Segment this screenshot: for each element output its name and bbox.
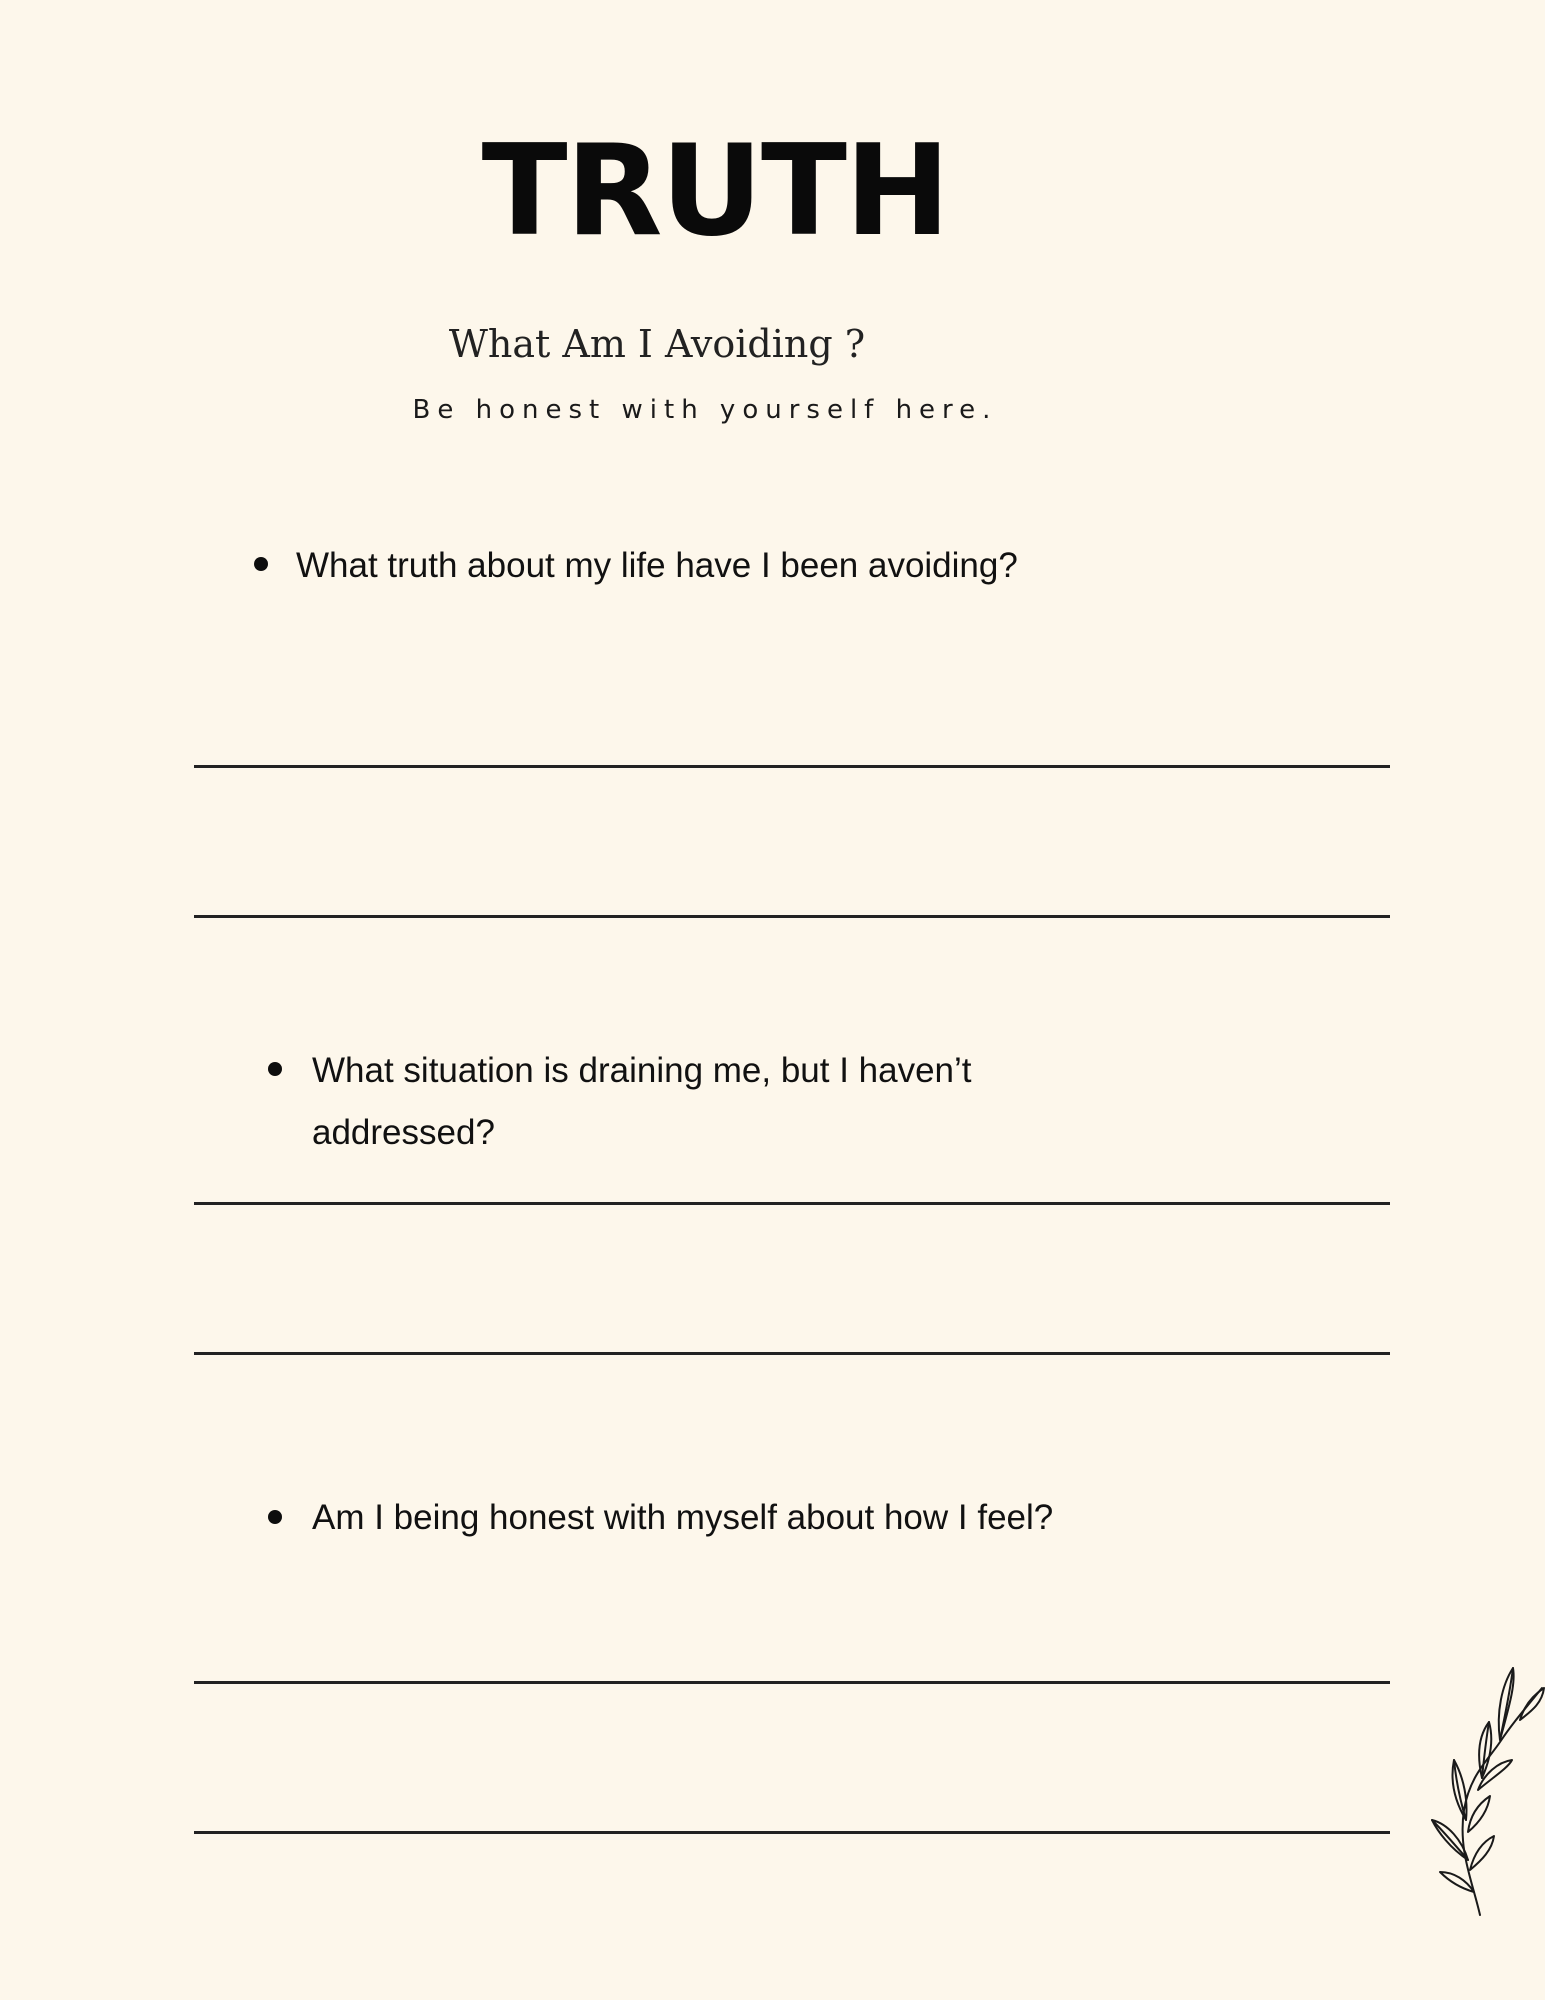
bullet-icon (268, 1062, 282, 1076)
leaf-sprig-icon (1420, 1660, 1545, 1920)
page-tagline: Be honest with yourself here. (412, 395, 998, 425)
answer-line[interactable] (194, 1202, 1390, 1205)
answer-line[interactable] (194, 915, 1390, 918)
answer-line[interactable] (194, 1352, 1390, 1355)
answer-line[interactable] (194, 765, 1390, 768)
question-1: What truth about my life have I been avoiding? (296, 546, 1018, 585)
page-subtitle: What Am I Avoiding ? (448, 322, 866, 366)
bullet-icon (268, 1510, 282, 1524)
question-3: Am I being honest with myself about how I feel? (312, 1498, 1054, 1537)
answer-line[interactable] (194, 1831, 1390, 1834)
question-2: What situation is draining me, but I haven’t addressed? (312, 1051, 972, 1152)
answer-line[interactable] (194, 1681, 1390, 1684)
page-title: TRUTH (481, 117, 949, 264)
bullet-icon (254, 557, 268, 571)
